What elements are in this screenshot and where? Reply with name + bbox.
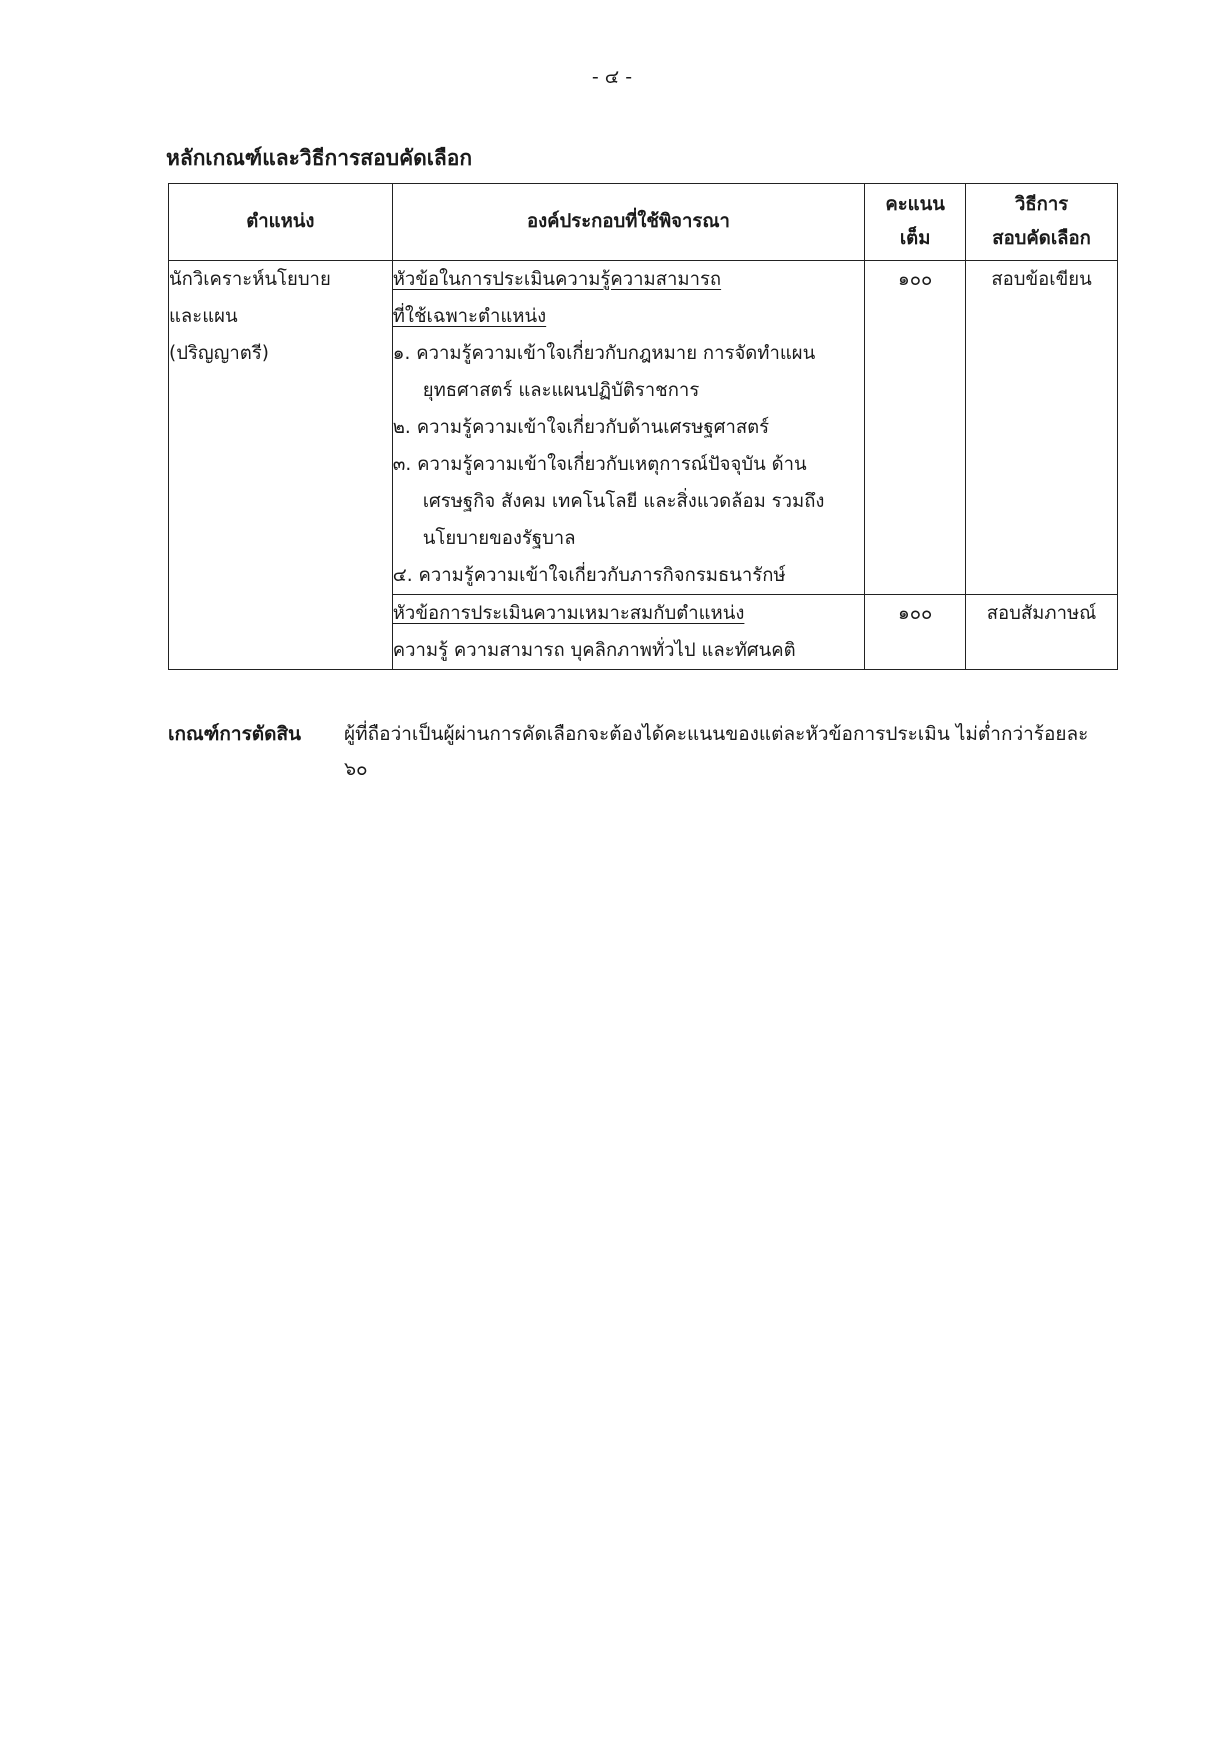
table-row	[169, 261, 1118, 595]
header-position: ตำแหน่ง	[169, 184, 393, 261]
position-line2: และแผน	[169, 306, 238, 327]
method-cell: สอบข้อเขียน	[966, 261, 1118, 595]
position-line3: (ปริญญาตรี)	[169, 343, 269, 364]
position-line1: นักวิเคราะห์นโยบาย	[169, 269, 331, 290]
method-cell: สอบสัมภาษณ์	[966, 595, 1118, 670]
header-score-line2: เต็ม	[899, 228, 931, 249]
score-cell: ๑๐๐	[865, 595, 966, 670]
position-cell	[169, 261, 393, 670]
list-item: ๑. ความรู้ความเข้าใจเกี่ยวกับกฎหมาย การจัดทำแผนยุทธศาสตร์ และแผนปฏิบัติราชการ	[392, 343, 816, 401]
decision-text: ผู้ที่ถือว่าเป็นผู้ผ่านการคัดเลือกจะต้องได้คะแนนของแต่ละหัวข้อการประเมิน ไม่ต่ำกว่าร้อยละ ๖๐	[344, 723, 1089, 780]
list-item: ๔. ความรู้ความเข้าใจเกี่ยวกับภารกิจกรมธนารักษ์	[392, 565, 786, 586]
list-item: ๓. ความรู้ความเข้าใจเกี่ยวกับเหตุการณ์ปัจจุบัน ด้านเศรษฐกิจ สังคม เทคโนโลยี และสิ่งแวดล้อม รวมถึงนโยบายของรัฐบาล	[392, 454, 825, 549]
header-components: องค์ประกอบที่ใช้พิจารณา	[392, 184, 864, 261]
header-method	[966, 184, 1118, 261]
list-item: ๒. ความรู้ความเข้าใจเกี่ยวกับด้านเศรษฐศาสตร์	[392, 417, 770, 438]
component-heading: หัวข้อการประเมินความเหมาะสมกับตำแหน่ง	[392, 603, 745, 624]
header-method-line2: สอบคัดเลือก	[992, 228, 1091, 249]
component-cell-suitability	[392, 595, 864, 670]
header-method-line1: วิธีการ	[1014, 194, 1069, 215]
table-header-row	[169, 184, 1118, 261]
decision-label: เกณฑ์การตัดสิน	[168, 723, 302, 745]
component-heading-line2: ที่ใช้เฉพาะตำแหน่ง	[392, 306, 547, 327]
component-text: ความรู้ ความสามารถ บุคลิกภาพทั่วไป และทัศนคติ	[392, 640, 796, 661]
page-number: - ๔ -	[591, 66, 633, 88]
header-score-line1: คะแนน	[885, 194, 945, 215]
score-cell: ๑๐๐	[865, 261, 966, 595]
criteria-table	[168, 183, 1118, 670]
component-heading: หัวข้อในการประเมินความรู้ความสามารถ	[392, 269, 722, 290]
header-full-score	[865, 184, 966, 261]
component-cell-knowledge	[392, 261, 864, 595]
section-heading: หลักเกณฑ์และวิธีการสอบคัดเลือก	[166, 146, 473, 170]
